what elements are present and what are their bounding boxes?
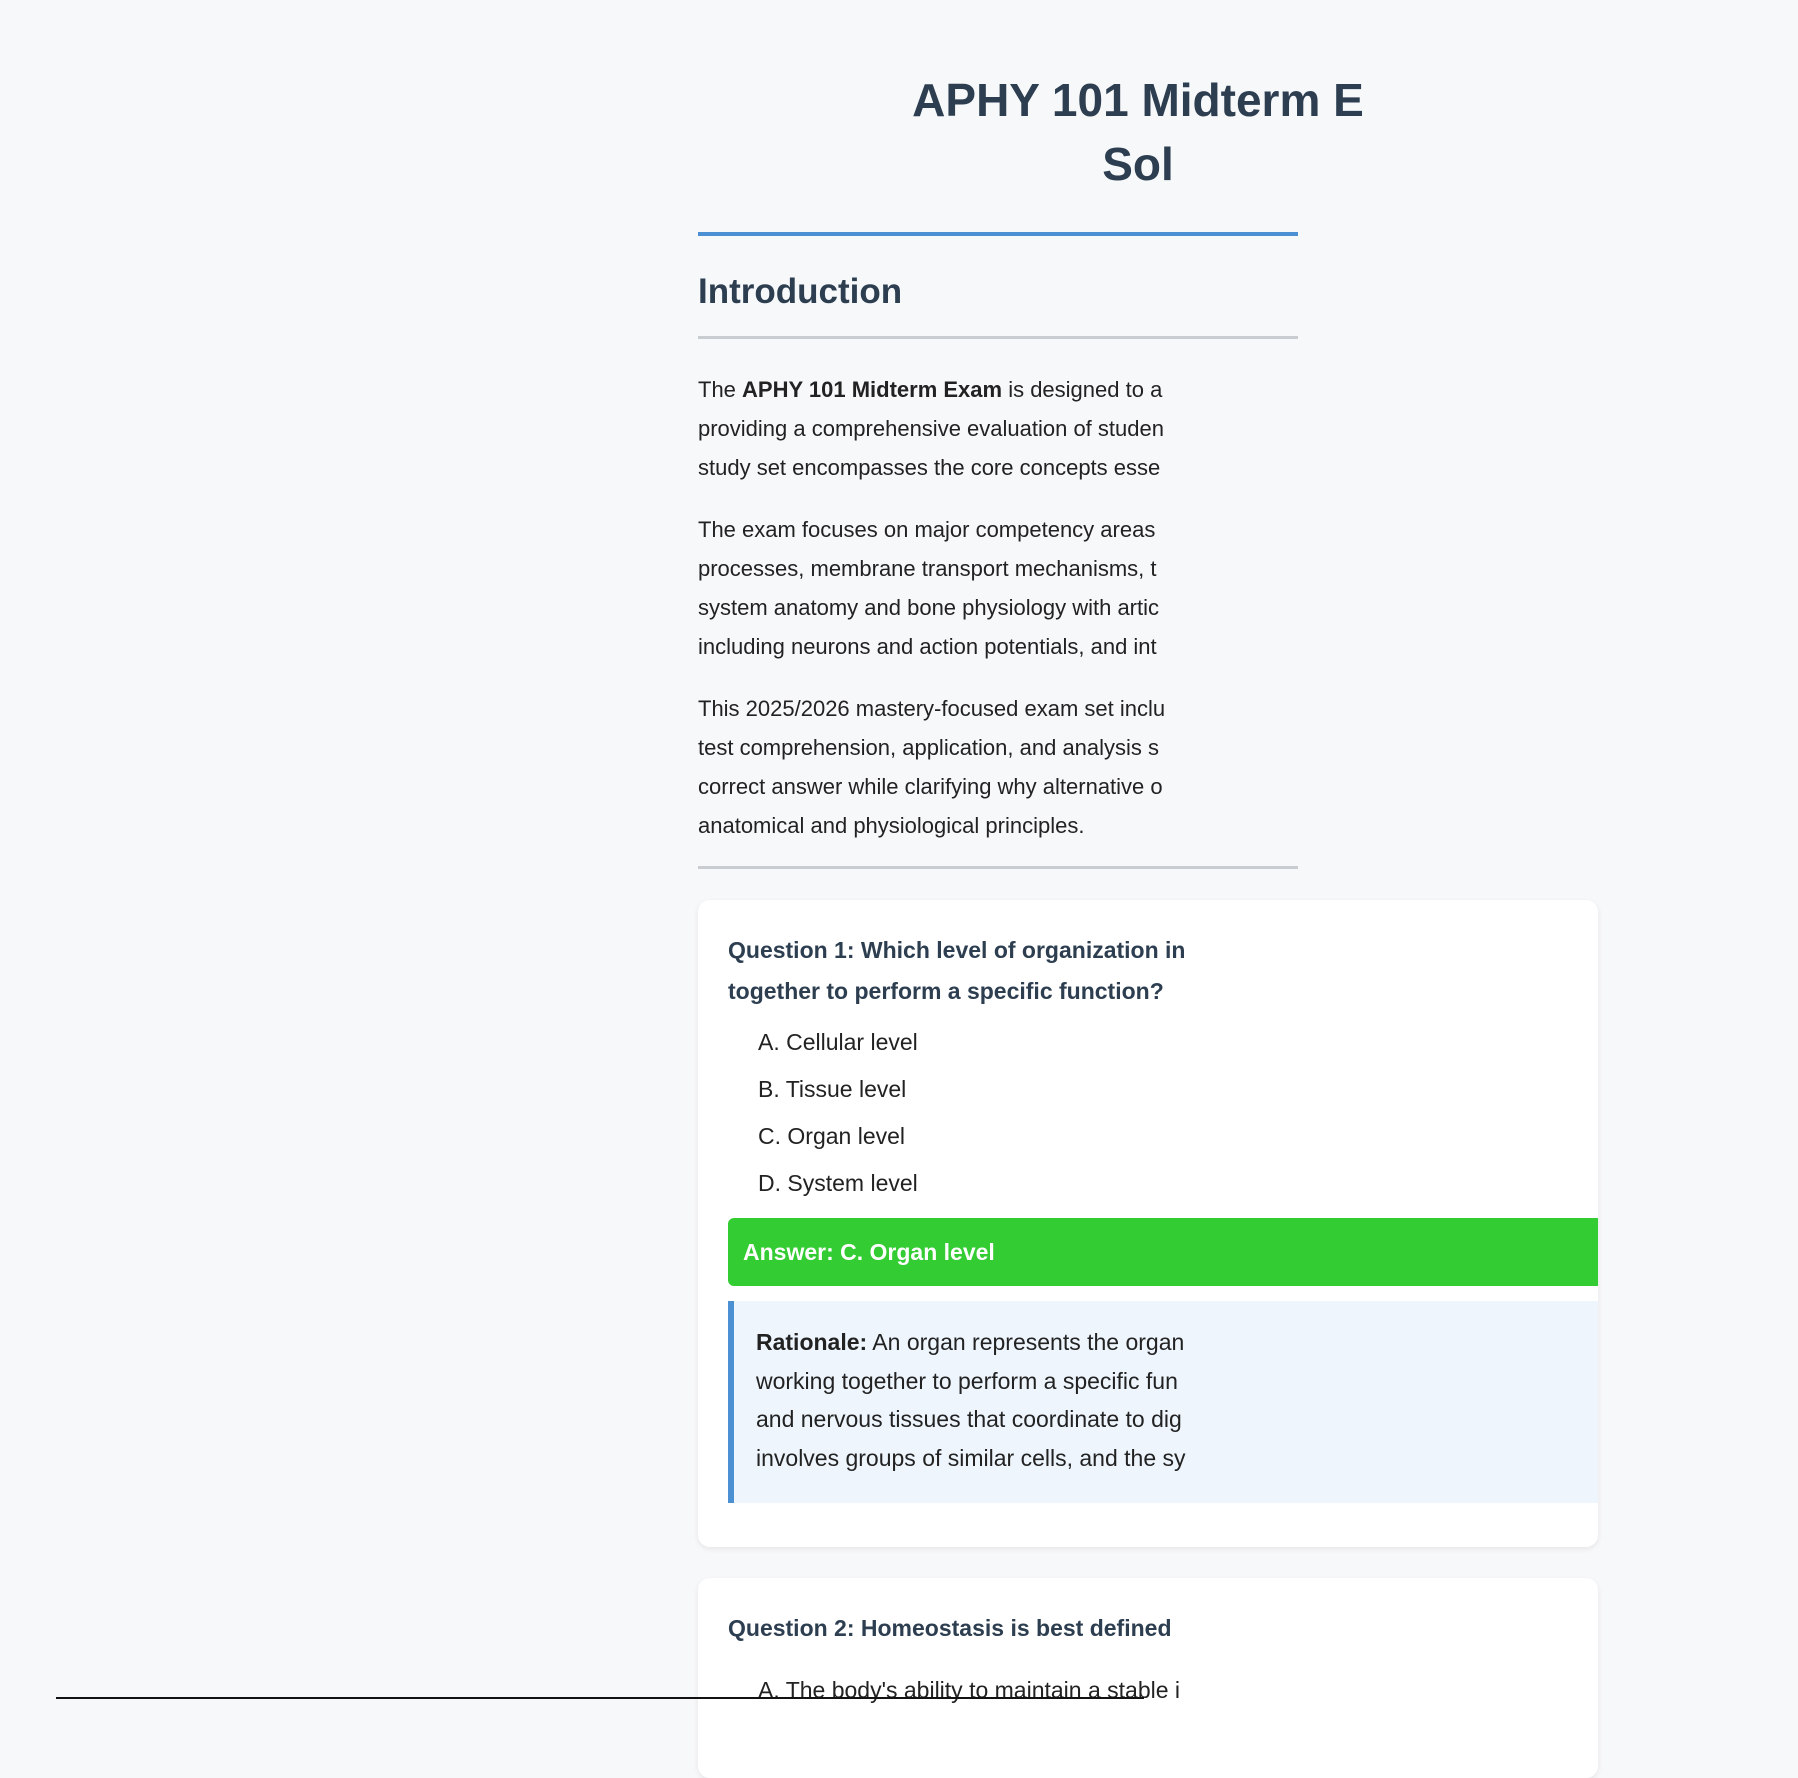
intro-p3-line-2: test comprehension, application, and analysis s xyxy=(698,735,1160,760)
intro-end-divider xyxy=(698,866,1298,869)
intro-p3-line-4: anatomical and physiological principles. xyxy=(698,813,1085,838)
title-divider xyxy=(698,232,1298,236)
question-2-line-1: Question 2: Homeostasis is best defined xyxy=(728,1615,1172,1641)
intro-p1-line-3: study set encompasses the core concepts esse xyxy=(698,455,1161,480)
intro-p3-line-3: correct answer while clarifying why alternative o xyxy=(698,774,1163,799)
question-card-2 xyxy=(698,1578,1598,1778)
question-1-options xyxy=(758,1026,918,1214)
intro-p1-prefix: The xyxy=(698,377,743,402)
option-c: C. Organ level xyxy=(758,1123,906,1149)
intro-paragraph-1 xyxy=(698,370,1698,487)
page-bottom-border xyxy=(56,1697,1144,1699)
question-1-line-2: together to perform a specific function? xyxy=(728,978,1164,1004)
intro-p2-line-1: The exam focuses on major competency areas xyxy=(698,517,1156,542)
intro-p1-line-1 xyxy=(698,370,1698,409)
question-2-text xyxy=(728,1608,1172,1649)
title-line-2: Sol xyxy=(1102,138,1174,190)
option-a: A. Cellular level xyxy=(758,1029,918,1055)
rationale-line-1-rest: An organ represents the organ xyxy=(867,1329,1185,1355)
question-card-1 xyxy=(698,900,1598,1547)
rationale-line-3: and nervous tissues that coordinate to dig xyxy=(756,1406,1182,1432)
rationale-label: Rationale: xyxy=(756,1329,868,1355)
rationale-box xyxy=(728,1301,1598,1503)
document-title xyxy=(638,0,1638,196)
option-b: B. Tissue level xyxy=(758,1076,907,1102)
rationale-line-2: working together to perform a specific fun xyxy=(756,1367,1178,1394)
intro-paragraph-2 xyxy=(698,510,1698,666)
option-d: D. System level xyxy=(758,1170,918,1196)
intro-p1-line-1-rest: is designed to a xyxy=(1002,377,1163,402)
intro-p2-line-4: including neurons and action potentials, and int xyxy=(698,634,1157,659)
intro-body xyxy=(698,370,1698,868)
question-1-text xyxy=(728,930,1185,1012)
document-content xyxy=(698,0,1798,1703)
title-line-1: APHY 101 Midterm E xyxy=(912,74,1364,126)
option-a: A. The body's ability to maintain a stable i xyxy=(758,1677,1181,1703)
intro-p1-line-2: providing a comprehensive evaluation of studen xyxy=(698,416,1164,441)
answer-banner: Answer: C. Organ level xyxy=(728,1218,1598,1286)
question-1-line-1: Question 1: Which level of organization in xyxy=(728,937,1186,963)
intro-paragraph-3 xyxy=(698,689,1698,845)
exam-name-bold: APHY 101 Midterm Exam xyxy=(742,377,1003,402)
intro-heading: Introduction xyxy=(698,272,903,311)
rationale-line-4: involves groups of similar cells, and the sy xyxy=(756,1444,1186,1471)
intro-heading-divider xyxy=(698,336,1298,339)
rationale-line-1 xyxy=(756,1323,1598,1362)
intro-p3-line-1: This 2025/2026 mastery-focused exam set inclu xyxy=(698,696,1166,721)
intro-p2-line-3: system anatomy and bone physiology with artic xyxy=(698,595,1160,620)
intro-p2-line-2: processes, membrane transport mechanisms, t xyxy=(698,556,1157,581)
